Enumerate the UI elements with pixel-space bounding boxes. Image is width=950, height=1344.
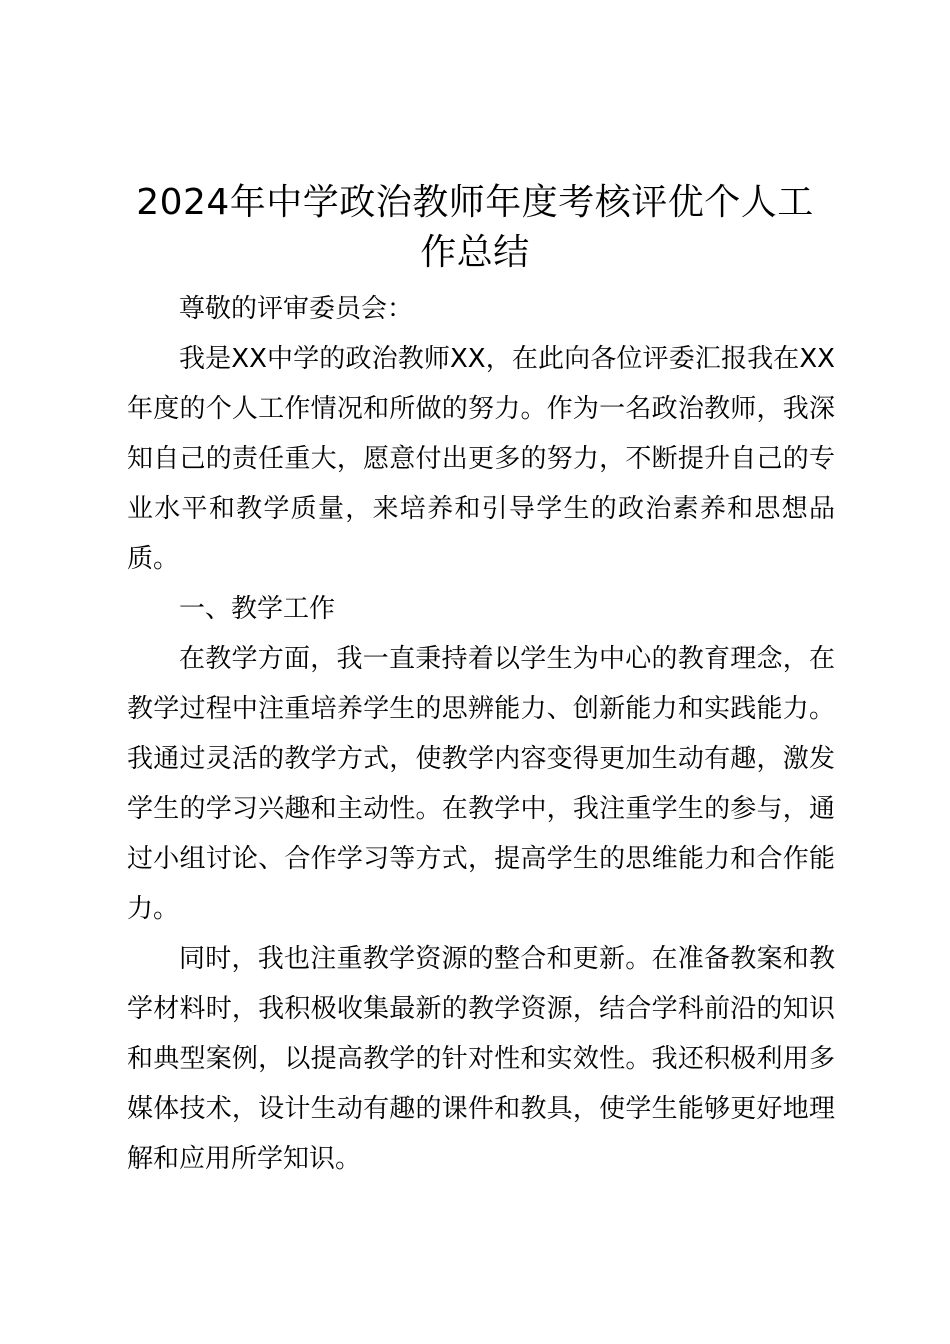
salutation: 尊敬的评审委员会：: [179, 294, 414, 324]
paragraph-teaching-resources: 同时，我也注重教学资源的整合和更新。在准备教案和教学材料时，我积极收集最新的教学资源，结合学科前沿的知识和典型案例，以提高教学的针对性和实效性。我还积极利用多媒体技术，设计生动有趣的课件和教具，使学生能够更好地理解和应用所学知识。: [127, 944, 835, 1174]
document-title: 2024年中学政治教师年度考核评优个人工作总结: [136, 182, 814, 273]
paragraph-teaching-approach: 在教学方面，我一直秉持着以学生为中心的教育理念，在教学过程中注重培养学生的思辨能力、创新能力和实践能力。我通过灵活的教学方式，使教学内容变得更加生动有趣，激发学生的学习兴趣和主动性。在教学中，我注重学生的参与，通过小组讨论、合作学习等方式，提高学生的思维能力和合作能力。: [127, 644, 835, 924]
paragraph-intro: 我是XX中学的政治教师XX，在此向各位评委汇报我在XX年度的个人工作情况和所做的努力。作为一名政治教师，我深知自己的责任重大，愿意付出更多的努力，不断提升自己的专业水平和教学质量，来培养和引导学生的政治素养和思想品质。: [127, 344, 835, 574]
section-heading-teaching: 一、教学工作: [179, 594, 336, 624]
document-body: [127, 284, 835, 1184]
